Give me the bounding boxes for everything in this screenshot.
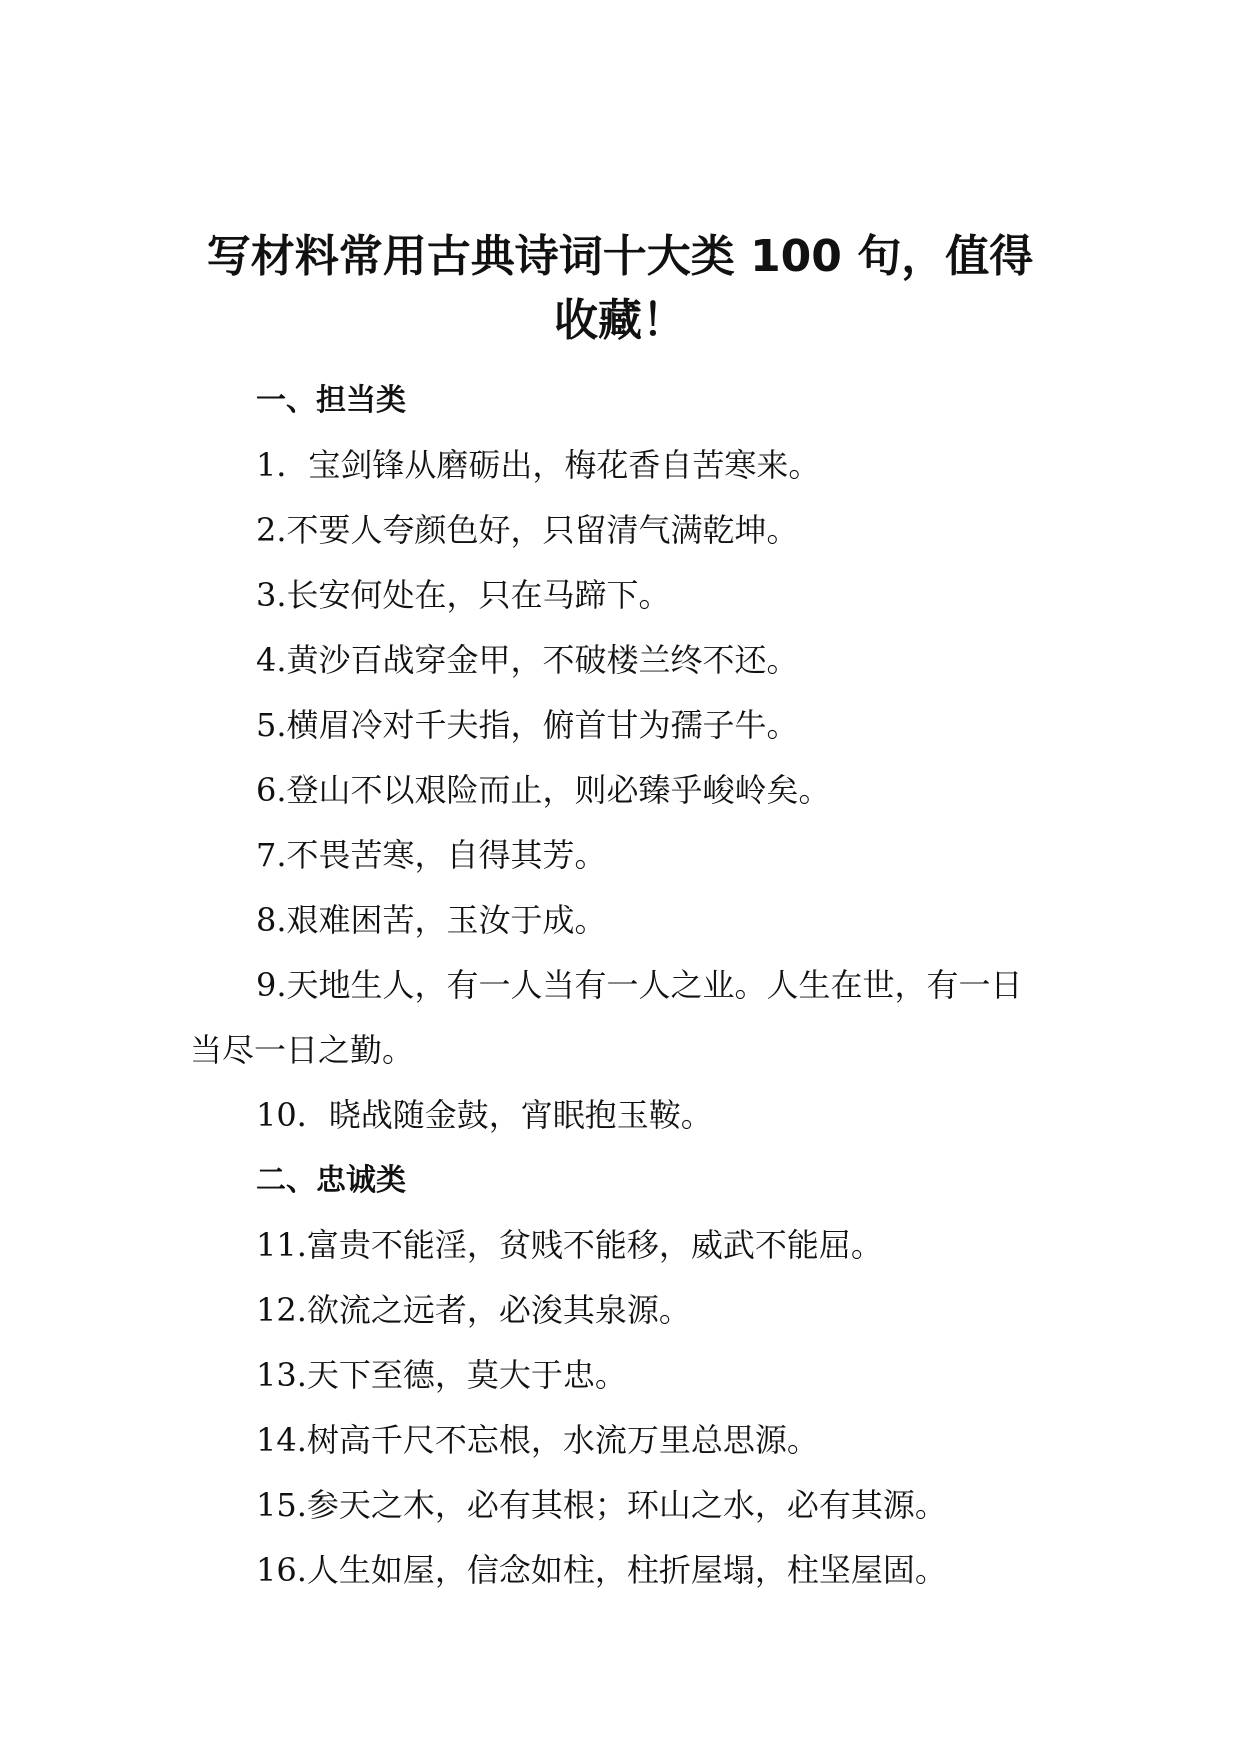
list-item: 8.艰难困苦，玉汝于成。: [256, 901, 607, 939]
section-heading: 二、忠诚类: [256, 1163, 406, 1198]
list-item: 5.横眉冷对千夫指，俯首甘为孺子牛。: [256, 706, 799, 744]
list-item: 6.登山不以艰险而止，则必臻乎峻岭矣。: [256, 771, 831, 809]
title-line-2: 收藏！: [554, 295, 686, 346]
list-item: 4.黄沙百战穿金甲，不破楼兰终不还。: [256, 641, 799, 679]
list-item: 12.欲流之远者，必浚其泉源。: [256, 1291, 691, 1329]
list-item: 3.长安何处在，只在马蹄下。: [256, 576, 671, 614]
title-line-1: 写材料常用古典诗词十大类 100 句，值得: [206, 231, 1034, 282]
list-item: 10．晓战随金鼓，宵眠抱玉鞍。: [256, 1096, 713, 1134]
document-body: [190, 368, 1070, 1603]
list-item: 13.天下至德，莫大于忠。: [256, 1356, 627, 1394]
list-item: 11.富贵不能淫，贫贱不能移，威武不能屈。: [256, 1226, 883, 1264]
list-item-continuation: 当尽一日之勤。: [190, 1031, 415, 1069]
list-item: 14.树高千尺不忘根，水流万里总思源。: [256, 1421, 819, 1459]
list-item: 15.参天之木，必有其根；环山之水，必有其源。: [256, 1486, 947, 1524]
list-item: 2.不要人夸颜色好，只留清气满乾坤。: [256, 511, 799, 549]
document-title: [150, 225, 1090, 353]
list-item: 7.不畏苦寒，自得其芳。: [256, 836, 607, 874]
list-item: 1．宝剑锋从磨砺出，梅花香自苦寒来。: [256, 446, 821, 484]
list-item: 9.天地生人，有一人当有一人之业。人生在世，有一日: [256, 966, 1023, 1004]
section-heading: 一、担当类: [256, 383, 406, 418]
list-item: 16.人生如屋，信念如柱，柱折屋塌，柱坚屋固。: [256, 1551, 947, 1589]
